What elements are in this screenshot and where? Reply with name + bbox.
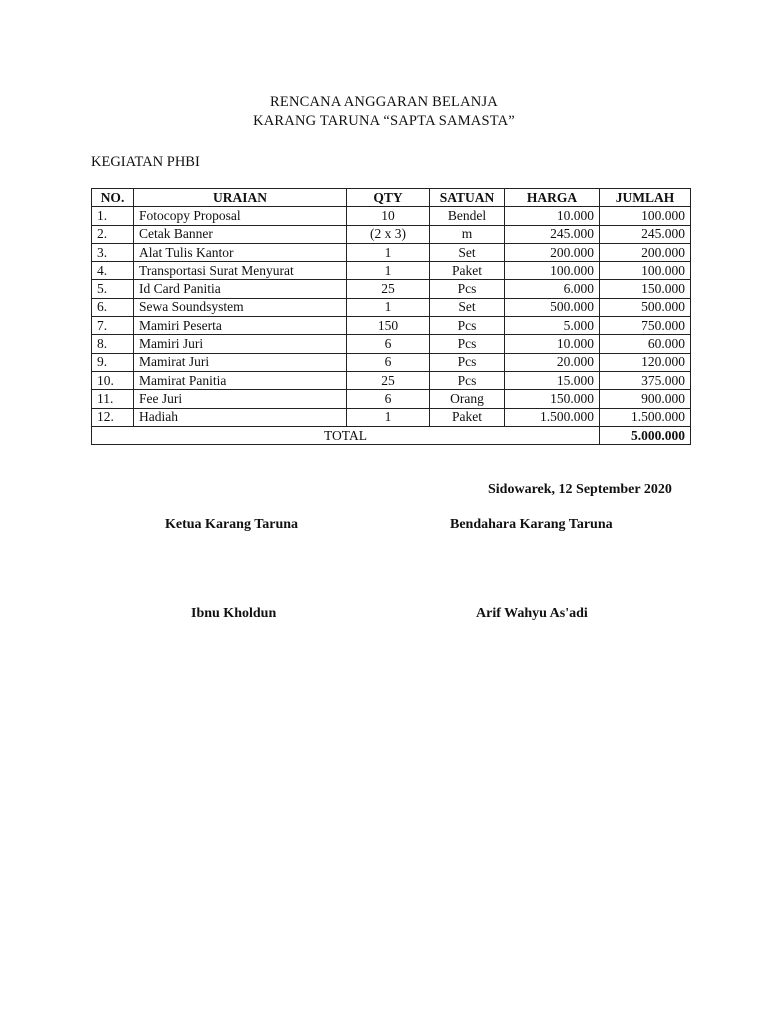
place-date: Sidowarek, 12 September 2020 [488,482,672,497]
table-row [92,262,691,280]
total-value: 5.000.000 [600,426,691,444]
cell-jumlah: 500.000 [600,298,691,316]
cell-jumlah: 150.000 [600,280,691,298]
cell-satuan: Pcs [430,335,505,353]
table-header-row [92,189,691,207]
cell-no: 9. [92,353,134,371]
activity-heading: KEGIATAN PHBI [91,154,200,170]
cell-uraian: Cetak Banner [134,225,347,243]
cell-harga: 500.000 [505,298,600,316]
cell-harga: 1.500.000 [505,408,600,426]
cell-qty: (2 x 3) [347,225,430,243]
table-row [92,243,691,261]
table-row [92,317,691,335]
cell-uraian: Fee Juri [134,390,347,408]
cell-harga: 150.000 [505,390,600,408]
cell-jumlah: 100.000 [600,207,691,225]
cell-harga: 100.000 [505,262,600,280]
cell-harga: 10.000 [505,207,600,225]
document-title: RENCANA ANGGARAN BELANJA [270,94,498,110]
column-header-jumlah: JUMLAH [600,189,691,207]
cell-uraian: Alat Tulis Kantor [134,243,347,261]
cell-jumlah: 245.000 [600,225,691,243]
cell-satuan: Paket [430,408,505,426]
cell-uraian: Sewa Soundsystem [134,298,347,316]
cell-no: 4. [92,262,134,280]
cell-no: 6. [92,298,134,316]
table-row [92,408,691,426]
table-row [92,207,691,225]
cell-jumlah: 200.000 [600,243,691,261]
document-subtitle: KARANG TARUNA “SAPTA SAMASTA” [253,113,515,129]
column-header-harga: HARGA [505,189,600,207]
cell-satuan: Set [430,298,505,316]
cell-satuan: Pcs [430,280,505,298]
table-body [92,207,691,427]
cell-jumlah: 120.000 [600,353,691,371]
table-row [92,390,691,408]
cell-uraian: Transportasi Surat Menyurat [134,262,347,280]
table-row [92,225,691,243]
cell-uraian: Hadiah [134,408,347,426]
column-header-uraian: URAIAN [134,189,347,207]
cell-harga: 15.000 [505,371,600,389]
cell-qty: 10 [347,207,430,225]
cell-uraian: Mamirat Panitia [134,371,347,389]
cell-qty: 6 [347,353,430,371]
cell-qty: 25 [347,280,430,298]
signature-name-treasurer: Arif Wahyu As'adi [476,606,588,621]
cell-uraian: Id Card Panitia [134,280,347,298]
cell-qty: 150 [347,317,430,335]
cell-no: 8. [92,335,134,353]
signature-role-chairman: Ketua Karang Taruna [165,517,299,532]
cell-satuan: Pcs [430,353,505,371]
cell-uraian: Mamiri Peserta [134,317,347,335]
cell-no: 3. [92,243,134,261]
cell-qty: 25 [347,371,430,389]
cell-satuan: Set [430,243,505,261]
cell-satuan: Paket [430,262,505,280]
column-header-no: NO. [92,189,134,207]
table-row [92,280,691,298]
table-row [92,353,691,371]
cell-satuan: Pcs [430,371,505,389]
table-row [92,335,691,353]
total-label: TOTAL [92,426,600,444]
cell-no: 11. [92,390,134,408]
cell-uraian: Mamiri Juri [134,335,347,353]
cell-jumlah: 375.000 [600,371,691,389]
cell-jumlah: 60.000 [600,335,691,353]
cell-qty: 6 [347,335,430,353]
cell-satuan: Orang [430,390,505,408]
signature-role-treasurer: Bendahara Karang Taruna [450,517,613,532]
cell-jumlah: 100.000 [600,262,691,280]
cell-harga: 245.000 [505,225,600,243]
cell-jumlah: 750.000 [600,317,691,335]
cell-jumlah: 1.500.000 [600,408,691,426]
cell-no: 12. [92,408,134,426]
cell-no: 5. [92,280,134,298]
cell-no: 1. [92,207,134,225]
cell-qty: 1 [347,408,430,426]
cell-no: 7. [92,317,134,335]
total-row [92,426,691,444]
cell-qty: 6 [347,390,430,408]
column-header-satuan: SATUAN [430,189,505,207]
cell-no: 2. [92,225,134,243]
cell-harga: 20.000 [505,353,600,371]
cell-harga: 200.000 [505,243,600,261]
cell-satuan: Bendel [430,207,505,225]
cell-harga: 10.000 [505,335,600,353]
cell-harga: 5.000 [505,317,600,335]
cell-qty: 1 [347,262,430,280]
budget-table [91,188,691,445]
cell-satuan: m [430,225,505,243]
signature-name-chairman: Ibnu Kholdun [191,606,277,621]
cell-jumlah: 900.000 [600,390,691,408]
table-row [92,371,691,389]
column-header-qty: QTY [347,189,430,207]
cell-harga: 6.000 [505,280,600,298]
cell-uraian: Mamirat Juri [134,353,347,371]
cell-uraian: Fotocopy Proposal [134,207,347,225]
cell-satuan: Pcs [430,317,505,335]
cell-no: 10. [92,371,134,389]
cell-qty: 1 [347,298,430,316]
table-row [92,298,691,316]
cell-qty: 1 [347,243,430,261]
